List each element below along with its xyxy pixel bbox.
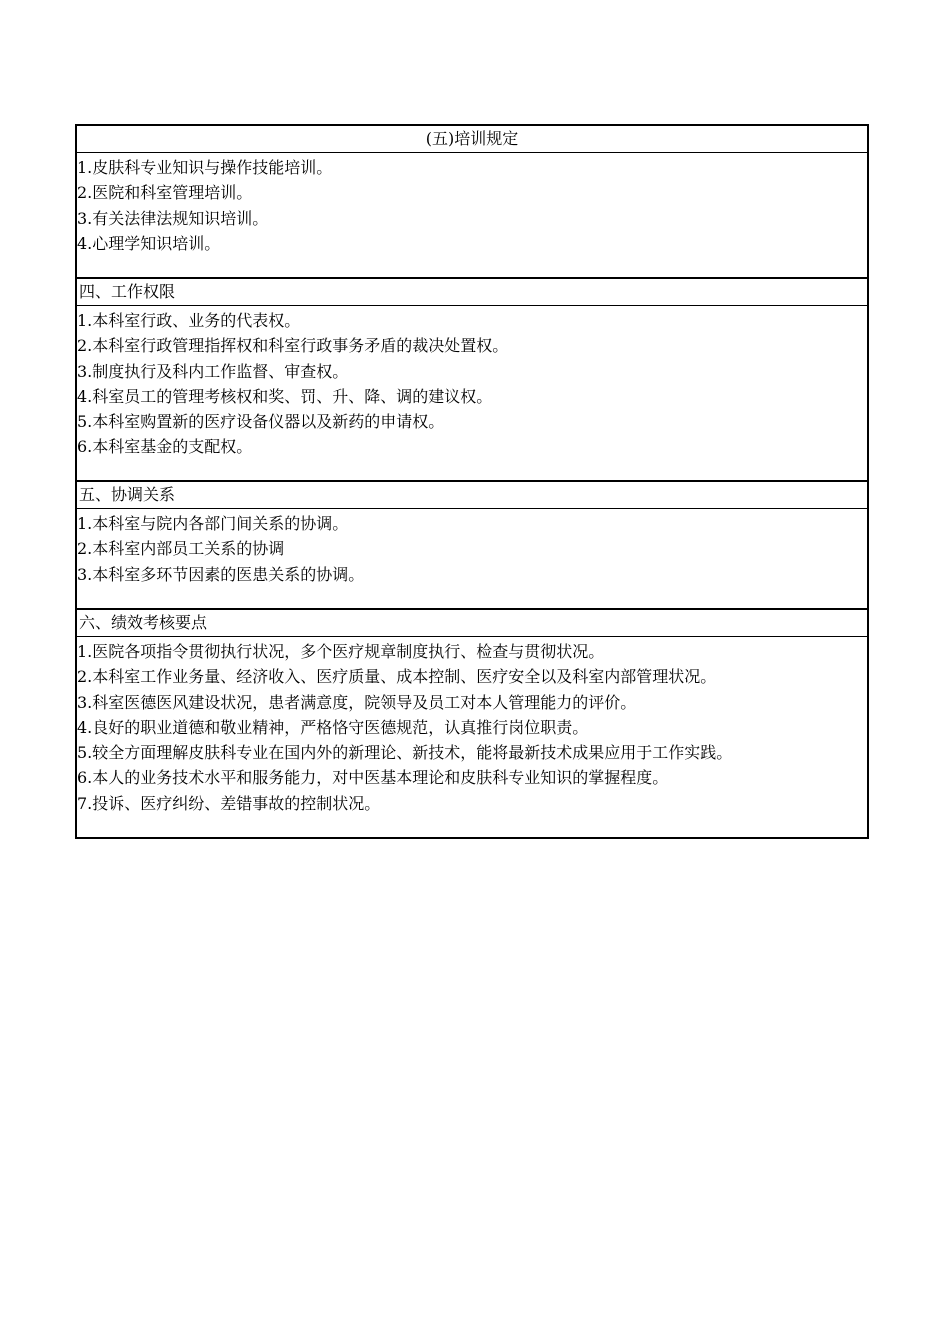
list-item: 5.较全方面理解皮肤科专业在国内外的新理论、新技术，能将最新技术成果应用于工作实践。 [77,743,733,763]
list-item: 4.良好的职业道德和敬业精神，严格恪守医德规范，认真推行岗位职责。 [77,717,589,737]
item-list [77,637,867,816]
list-item: 2.本科室行政管理指挥权和科室行政事务矛盾的裁决处置权。 [77,336,509,356]
list-item: 1.医院各项指令贯彻执行状况，多个医疗规章制度执行、检查与贯彻状况。 [77,642,605,661]
section-authority [75,279,869,482]
document-table [75,124,869,839]
list-item: 1.本科室行政、业务的代表权。 [77,311,301,330]
list-item: 1.皮肤科专业知识与操作技能培训。 [77,158,333,177]
list-item: 5.本科室购置新的医疗设备仪器以及新药的申请权。 [77,412,445,432]
list-item: 3.有关法律法规知识培训。 [77,208,269,228]
list-item: 7.投诉、医疗纠纷、差错事故的控制状况。 [77,793,381,813]
list-item: 3.本科室多环节因素的医患关系的协调。 [77,564,365,584]
list-item: 6.本科室基金的支配权。 [77,437,253,457]
section-title: 六、绩效考核要点 [77,610,867,637]
list-item: 6.本人的业务技术水平和服务能力，对中医基本理论和皮肤科专业知识的掌握程度。 [77,768,669,788]
list-item: 1.本科室与院内各部门间关系的协调。 [77,514,349,533]
list-item: 2.本科室工作业务量、经济收入、医疗质量、成本控制、医疗安全以及科室内部管理状况。 [77,667,717,687]
list-item: 3.制度执行及科内工作监督、审查权。 [77,361,349,381]
list-item: 4.科室员工的管理考核权和奖、罚、升、降、调的建议权。 [77,386,493,406]
list-item: 4.心理学知识培训。 [77,233,221,253]
item-list [77,306,867,460]
section-title: 四、工作权限 [77,279,867,306]
section-training [75,124,869,279]
item-list [77,509,867,587]
list-item: 2.医院和科室管理培训。 [77,183,253,203]
section-title: 五、协调关系 [77,482,867,509]
section-performance [75,610,869,839]
list-item: 2.本科室内部员工关系的协调 [77,539,285,559]
item-list [77,153,867,256]
list-item: 3.科室医德医风建设状况，患者满意度，院领导及员工对本人管理能力的评价。 [77,692,637,712]
section-coordination [75,482,869,610]
section-title: (五)培训规定 [77,126,867,153]
